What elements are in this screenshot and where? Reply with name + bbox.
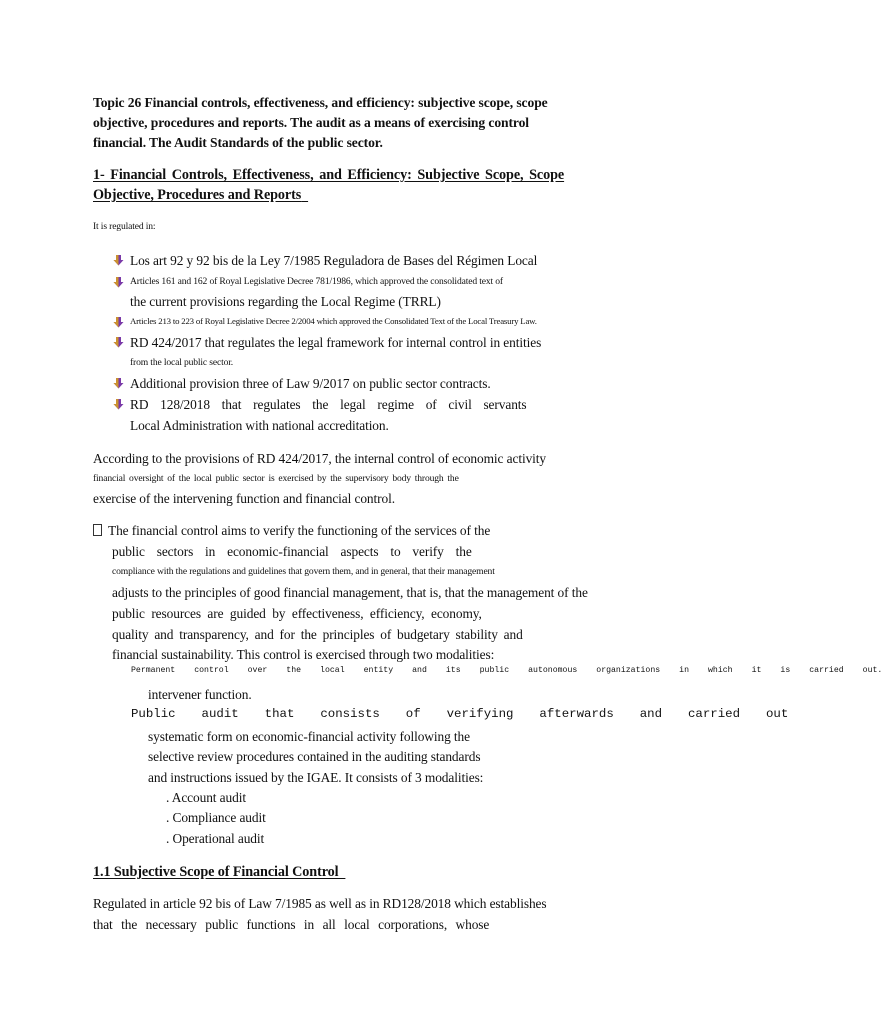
bullet-6-text-line-1: RD 128/2018 that regulates the legal regime of civil servants	[130, 397, 527, 412]
arrow-bullet-icon	[113, 316, 124, 328]
bullet-2-text-line-1: Articles 161 and 162 of Royal Legislative Decree 781/1986, which approved the consolidated text of	[130, 276, 503, 287]
paragraph-2-line-2: public sectors in economic-financial aspects to verify the	[112, 544, 472, 559]
paragraph-1-line-3: exercise of the intervening function and financial control.	[93, 491, 395, 506]
bullet-3-text: Articles 213 to 223 of Royal Legislative Decree 2/2004 which approved the Consolidated Text of the Local Treasury Law.	[130, 316, 537, 326]
bullet-4-text-line-2: from the local public sector.	[130, 357, 234, 368]
section-1-heading-line-1	[93, 167, 565, 183]
paragraph-1-line-2: financial oversight of the local public sector is exercised by the supervisory body through the	[93, 473, 459, 484]
paragraph-2-line-7: financial sustainability. This control is exercised through two modalities:	[112, 647, 495, 662]
audit-type-operational: . Operational audit	[166, 831, 265, 846]
section-1-1-line-2: that the necessary public functions in all local corporations, whose	[93, 917, 490, 932]
permanent-control-line-2: intervener function.	[148, 687, 252, 702]
paragraph-1-line-1: According to the provisions of RD 424/2017, the internal control of economic activity	[93, 451, 547, 466]
section-1-1-line-1: Regulated in article 92 bis of Law 7/1985 as well as in RD128/2018 which establishes	[93, 896, 547, 911]
paragraph-2-line-6: quality and transparency, and for the principles of budgetary stability and	[112, 627, 523, 642]
section-1-1-heading-text: 1.1 Subjective Scope of Financial Control	[93, 864, 339, 880]
arrow-bullet-icon	[113, 398, 124, 410]
section-1-1-heading	[93, 865, 345, 879]
paragraph-2-line-4: adjusts to the principles of good financial management, that is, that the management of the	[112, 585, 588, 600]
section-1-heading-line-2	[93, 188, 308, 202]
topic-title-line-3: financial. The Audit Standards of the public sector.	[93, 135, 383, 150]
arrow-bullet-icon	[113, 336, 124, 348]
public-audit-line-4: and instructions issued by the IGAE. It consists of 3 modalities:	[148, 770, 484, 785]
topic-title-line-2: objective, procedures and reports. The audit as a means of exercising control	[93, 115, 529, 130]
permanent-control-line-1: Permanent control over the local entity and its public autonomous organizations in which it is carried out.	[131, 666, 882, 675]
paragraph-2-line-1	[93, 524, 490, 537]
bullet-4-text-line-1: RD 424/2017 that regulates the legal framework for internal control in entities	[130, 335, 542, 350]
arrow-bullet-icon	[113, 377, 124, 389]
public-audit-line-3: selective review procedures contained in the auditing standards	[148, 749, 481, 764]
bullet-1-text: Los art 92 y 92 bis de la Ley 7/1985 Reguladora de Bases del Régimen Local	[130, 253, 538, 268]
bullet-6-text-line-2: Local Administration with national accreditation.	[130, 418, 389, 433]
missing-glyph-icon	[93, 524, 102, 536]
bullet-5-text: Additional provision three of Law 9/2017 on public sector contracts.	[130, 376, 491, 391]
arrow-bullet-icon	[113, 276, 124, 288]
arrow-bullet-icon	[113, 254, 124, 266]
regulated-intro: It is regulated in:	[93, 221, 156, 232]
bullet-2-text-line-2: the current provisions regarding the Local Regime (TRRL)	[130, 294, 441, 309]
paragraph-2-line-3: compliance with the regulations and guidelines that govern them, and in general, that their management	[112, 566, 495, 577]
section-1-heading-text-1: 1- Financial Controls, Effectiveness, and Efficiency: Subjective Scope, Scope	[93, 167, 565, 183]
public-audit-line-2: systematic form on economic-financial activity following the	[148, 729, 470, 744]
paragraph-2-line-5: public resources are guided by effectiveness, efficiency, economy,	[112, 606, 482, 621]
paragraph-2-text-1: The financial control aims to verify the functioning of the services of the	[105, 523, 491, 538]
topic-title-line-1: Topic 26 Financial controls, effectiveness, and efficiency: subjective scope, scope	[93, 95, 548, 110]
section-1-heading-text-2: Objective, Procedures and Reports	[93, 187, 302, 203]
public-audit-line-1: Public audit that consists of verifying afterwards and carried out	[131, 707, 789, 721]
audit-type-compliance: . Compliance audit	[166, 810, 266, 825]
audit-type-account: . Account audit	[166, 790, 246, 805]
